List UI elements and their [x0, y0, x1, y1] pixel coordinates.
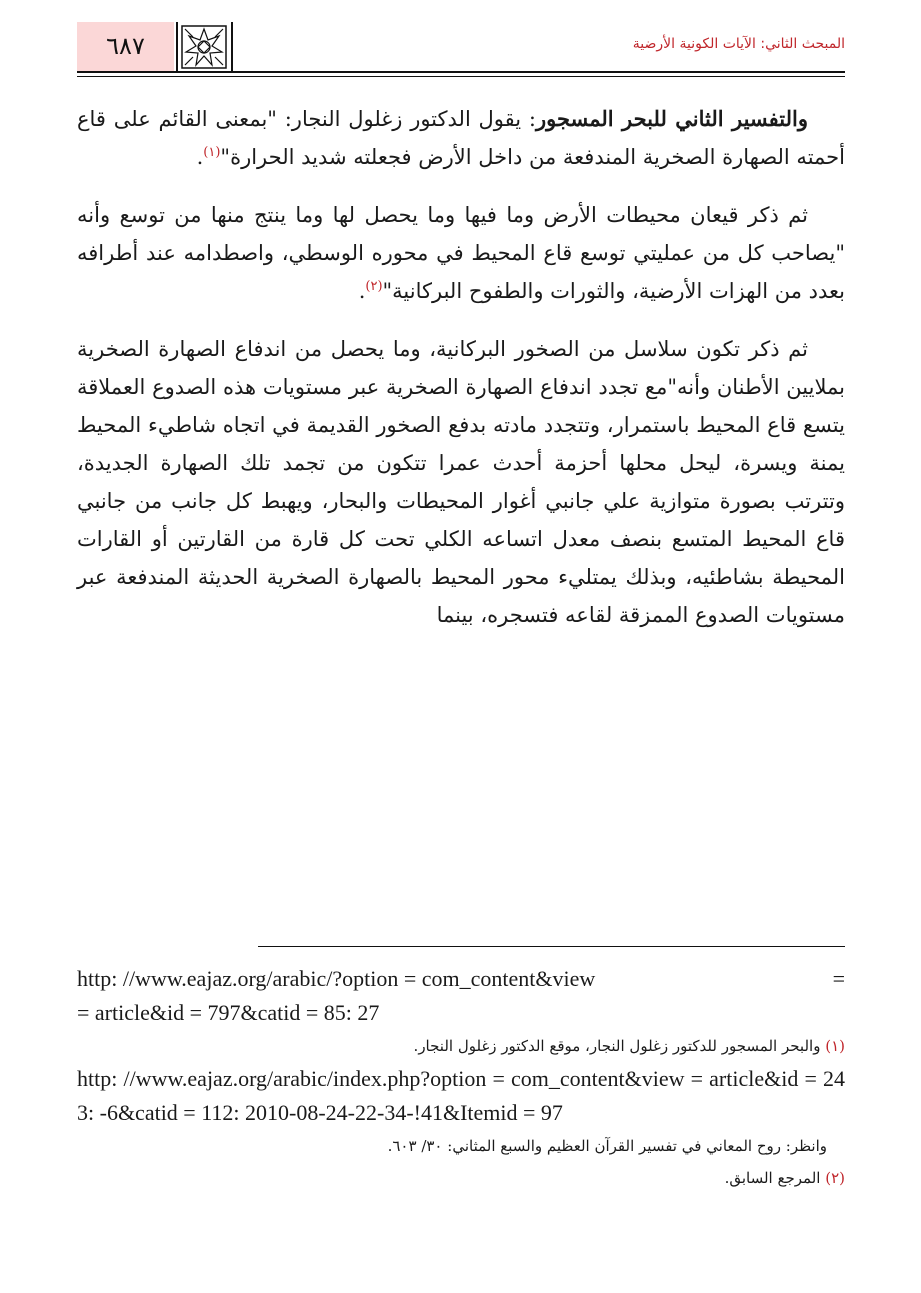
paragraph-text: : يقول الدكتور زغلول النجار: "بمعنى القائم على قاع أحمته الصهارة الصخرية المندفعة من داخل الأرض فجعلته شديد الحرارة": [77, 107, 845, 169]
footnote-url-continued: [77, 962, 845, 996]
paragraph-text: ثم ذكر تكون سلاسل من الصخور البركانية، وما يحصل من اندفاع الصهارة الصخرية بملايين الأطنان وأنه"مع تجدد اندفاع الصهارة الصخرية عبر مستويات هذه الصدوع العملاقة يتسع قاع المحيط باستمرار، وتتجدد مادته بدفع الصخور القديمة في اتجاه شاطيء المحيط يمنة ويسرة، ليحل محلها أحزمة أحدث عمرا تتكون من تجمد تلك الصهارة الجديدة، وتترتب بصورة متوازية علي جانبي أغوار المحيطات والبحار، ويهبط كل جانب من جانبي قاع المحيط المتسع بنصف معدل اتساعه الكلي تحت كل قارة من القارتين أو القارات المحيطة بشاطئيه، وبذلك يمتليء محور المحيط بالصهارة الصخرية الحديثة المندفعة عبر مستويات الصدوع الممزقة لقاعه فتسجره، بينما: [77, 337, 845, 627]
footnote-url-link[interactable]: http: //www.eajaz.org/arabic/index.php?option = com_content&view = article&id = 243: -6&catid = 112: 2010-08-24-22-34-!41&Itemid = 97: [77, 1066, 845, 1125]
footnote-separator: [258, 946, 845, 947]
header-divider: [176, 22, 178, 71]
geometric-star-ornament-icon: [181, 25, 227, 69]
footnote-number: (١): [825, 1037, 845, 1055]
footnote-text: المرجع السابق.: [724, 1169, 821, 1187]
running-title: المبحث الثاني: الآيات الكونية الأرضية: [632, 36, 845, 52]
footnote-2: [77, 1162, 845, 1194]
footnote-1: [77, 1030, 845, 1062]
footnote-text: والبحر المسجور للدكتور زغلول النجار، موقع الدكتور زغلول النجار.: [413, 1037, 821, 1055]
page-header: [77, 22, 845, 72]
footnote-url-link[interactable]: = article&id = 797&catid = 85: 27: [77, 1000, 380, 1025]
footnote-number: (٢): [825, 1169, 845, 1187]
page-number: ٦٨٧: [106, 32, 145, 60]
footnote-reference: وانظر: روح المعاني في تفسير القرآن العظيم والسبع المثاني: ٣٠/ ٦٠٣.: [387, 1137, 827, 1155]
paragraph-text: ثم ذكر قيعان محيطات الأرض وما فيها وما يحصل لها وما ينتج منها من توسع وأنه "يصاحب كل من عمليتي توسع قاع المحيط في محوره الوسطي، واصطدامه عند أطرافه بعدد من الهزات الأرضية، والثورات والطفوح البركانية": [77, 203, 845, 303]
paragraph-end: .: [358, 279, 366, 303]
header-rule: [77, 71, 845, 73]
footnote-url-link[interactable]: http: //www.eajaz.org/arabic/?option = com_content&view: [77, 966, 596, 991]
footnote-marker[interactable]: (١): [203, 145, 221, 160]
main-text: [77, 100, 845, 654]
footnotes: [77, 962, 845, 1194]
paragraph: [77, 330, 845, 634]
paragraph-end: .: [196, 145, 204, 169]
header-rule: [77, 76, 845, 77]
footnote-marker[interactable]: (٢): [365, 279, 383, 294]
header-divider: [231, 22, 233, 71]
paragraph: [77, 196, 845, 310]
footnote-url-eq: =: [832, 966, 845, 991]
paragraph: [77, 100, 845, 176]
paragraph-lead: والتفسير الثاني للبحر المسجور: [535, 106, 808, 131]
